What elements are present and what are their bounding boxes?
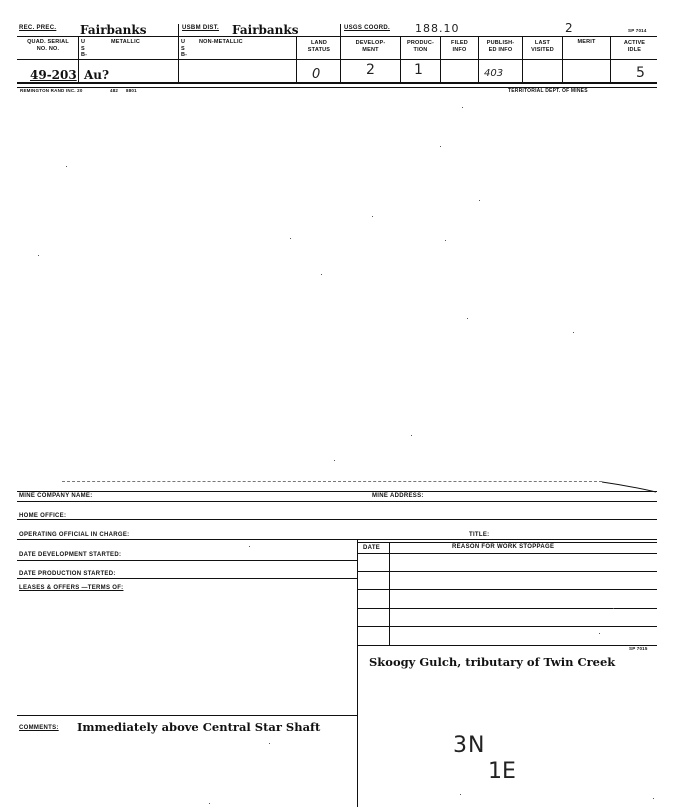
date-development-label: DATE DEVELOPMENT STARTED: — [19, 552, 122, 558]
header-rule — [17, 82, 657, 84]
usbm-dist-value: Fairbanks — [232, 23, 299, 37]
published-info-value: 403 — [484, 68, 504, 79]
form-divider — [389, 542, 390, 646]
production-value: 1 — [414, 62, 423, 78]
form-rule — [17, 715, 357, 716]
reason-column-label: REASON FOR WORK STOPPAGE — [452, 544, 555, 550]
header-divider — [340, 24, 341, 83]
land-status-label: LAND STATUS — [307, 40, 331, 53]
form-rule — [17, 560, 357, 561]
header-divider — [178, 24, 179, 83]
handwritten-township: 3N — [453, 733, 486, 758]
title-label: TITLE: — [469, 532, 490, 538]
usgs-coord-value: 188.10 — [415, 22, 460, 35]
printer-imprint: REMINGTON RAND INC. 20 — [20, 88, 83, 93]
header-rule — [17, 59, 657, 60]
mine-company-label: MINE COMPANY NAME: — [19, 493, 93, 499]
rec-prec-label: REC. PREC. — [19, 25, 57, 31]
card-edge — [62, 481, 602, 482]
form-divider — [357, 539, 358, 807]
production-label: PRODUC- TION — [406, 40, 435, 53]
printer-code-1: 482 — [110, 88, 119, 93]
form-rule — [357, 589, 657, 590]
usbm-dist-label: USBM DIST. — [182, 25, 220, 31]
leases-offers-label: LEASES & OFFERS —TERMS OF: — [19, 585, 124, 591]
form-rule — [17, 539, 657, 540]
nonmetallic-label: NON-METALLIC — [199, 39, 243, 45]
nonmetallic-usb: U S B- — [181, 39, 188, 59]
handwritten-range: 1E — [488, 759, 516, 784]
corner-mark: 2 — [565, 21, 573, 35]
form-number-2: SP 7015 — [629, 646, 648, 651]
header-divider — [78, 36, 79, 83]
rec-prec-value: Fairbanks — [80, 23, 147, 37]
usgs-coord-label: USGS COORD. — [344, 25, 390, 31]
form-rule — [357, 542, 657, 543]
form-rule — [357, 553, 657, 554]
metallic-value: Au? — [84, 68, 110, 82]
form-rule — [17, 491, 657, 492]
filed-info-label: FILED INFO — [451, 40, 468, 53]
form-rule — [357, 645, 657, 646]
quad-serial-sublabel: NO. NO. — [36, 46, 60, 52]
form-number: SP 7014 — [628, 28, 647, 33]
territorial-dept: TERRITORIAL DEPT. OF MINES — [508, 88, 588, 94]
last-visited-label: LAST VISITED — [531, 40, 554, 53]
form-rule — [17, 578, 357, 579]
comments-label: COMMENTS: — [19, 725, 59, 731]
date-column-label: DATE — [363, 545, 381, 551]
land-status-value: 0 — [312, 67, 321, 82]
operating-official-label: OPERATING OFFICIAL IN CHARGE: — [19, 532, 130, 538]
metallic-usb: U S B- — [81, 39, 88, 59]
printer-code-2: 8801 — [126, 88, 137, 93]
active-label: ACTIVE IDLE — [623, 40, 646, 53]
development-label: DEVELOP- MENT — [355, 40, 386, 53]
comments-value: Immediately above Central Star Shaft — [77, 720, 321, 734]
card-edge-curve — [600, 480, 660, 496]
form-rule — [17, 501, 657, 502]
home-office-label: HOME OFFICE: — [19, 513, 67, 519]
form-rule — [357, 571, 657, 572]
active-value: 5 — [636, 65, 645, 81]
form-rule — [17, 519, 657, 520]
mine-address-label: MINE ADDRESS: — [372, 493, 424, 499]
metallic-label: METALLIC — [111, 39, 140, 45]
form-rule — [357, 626, 657, 627]
published-info-label: PUBLISH- ED INFO — [486, 40, 515, 53]
development-value: 2 — [366, 62, 375, 78]
merit-label: MERIT — [577, 39, 596, 45]
date-production-label: DATE PRODUCTION STARTED: — [19, 571, 116, 577]
quad-serial-value: 49-203 — [30, 68, 77, 82]
form-rule — [357, 608, 657, 609]
quad-serial-label: QUAD. SERIAL — [27, 39, 69, 45]
location-note: Skoogy Gulch, tributary of Twin Creek — [369, 655, 616, 669]
